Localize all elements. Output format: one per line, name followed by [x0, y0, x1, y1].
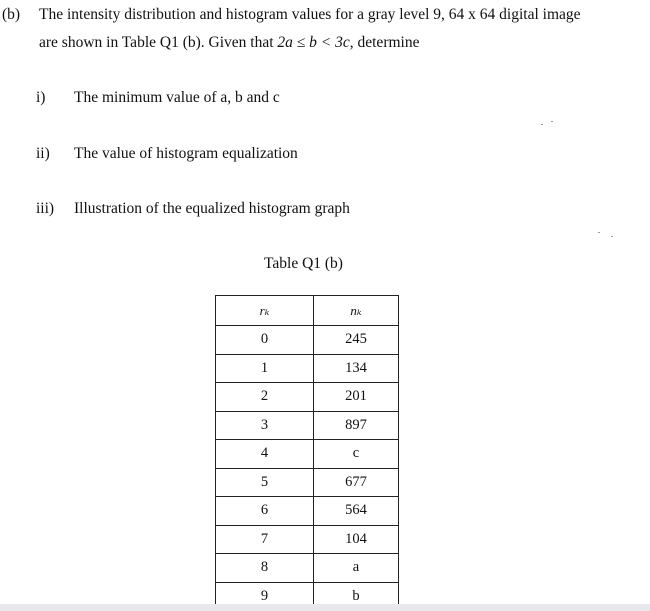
cell-nk: 134	[314, 354, 399, 383]
scan-speck	[598, 232, 600, 233]
inequality-expression: 2a ≤ b < 3c	[277, 34, 350, 51]
cell-nk: 201	[314, 383, 399, 412]
table-row	[216, 440, 399, 469]
subpart-i-text: The minimum value of a, b and c	[74, 89, 280, 106]
cell-rk: 4	[216, 440, 314, 469]
cell-nk: b	[314, 582, 399, 611]
cell-nk: 677	[314, 468, 399, 497]
table-header-row	[216, 296, 399, 326]
cell-rk: 0	[216, 326, 314, 355]
cell-nk: 897	[314, 411, 399, 440]
cell-nk: 104	[314, 525, 399, 554]
question-line-2	[39, 34, 419, 52]
cell-rk: 1	[216, 354, 314, 383]
scan-speck	[611, 236, 613, 237]
cell-nk: 245	[314, 326, 399, 355]
cell-rk: 7	[216, 525, 314, 554]
subpart-i-label: i)	[36, 89, 46, 106]
cell-rk: 6	[216, 497, 314, 526]
table-row	[216, 383, 399, 412]
scan-speck	[551, 121, 553, 122]
table-row	[216, 411, 399, 440]
cell-rk: 5	[216, 468, 314, 497]
subpart-iii-label: iii)	[36, 200, 55, 217]
question-line-1: The intensity distribution and histogram values for a gray level 9, 64 x 64 digital image	[39, 6, 581, 23]
table-row	[216, 468, 399, 497]
table-caption: Table Q1 (b)	[264, 255, 343, 272]
table-row	[216, 554, 399, 583]
table-row	[216, 326, 399, 355]
cell-nk: 564	[314, 497, 399, 526]
cell-rk: 8	[216, 554, 314, 583]
table-row	[216, 354, 399, 383]
table-row	[216, 525, 399, 554]
question-line-2-end: , determine	[349, 34, 420, 51]
cell-rk: 9	[216, 582, 314, 611]
histogram-table	[215, 295, 399, 611]
cell-nk: c	[314, 440, 399, 469]
cell-nk: a	[314, 554, 399, 583]
subpart-iii-text: Illustration of the equalized histogram graph	[74, 200, 350, 217]
table-row	[216, 497, 399, 526]
subpart-ii-label: ii)	[36, 145, 50, 162]
scan-speck	[541, 124, 543, 125]
cell-rk: 3	[216, 411, 314, 440]
cell-rk: 2	[216, 383, 314, 412]
header-nk: nₖ	[314, 296, 399, 326]
question-line-2-text: are shown in Table Q1 (b). Given that	[39, 34, 278, 51]
bottom-strip	[0, 604, 650, 611]
header-rk: rₖ	[216, 296, 314, 326]
subpart-ii-text: The value of histogram equalization	[74, 145, 298, 162]
question-label: (b)	[2, 6, 21, 23]
